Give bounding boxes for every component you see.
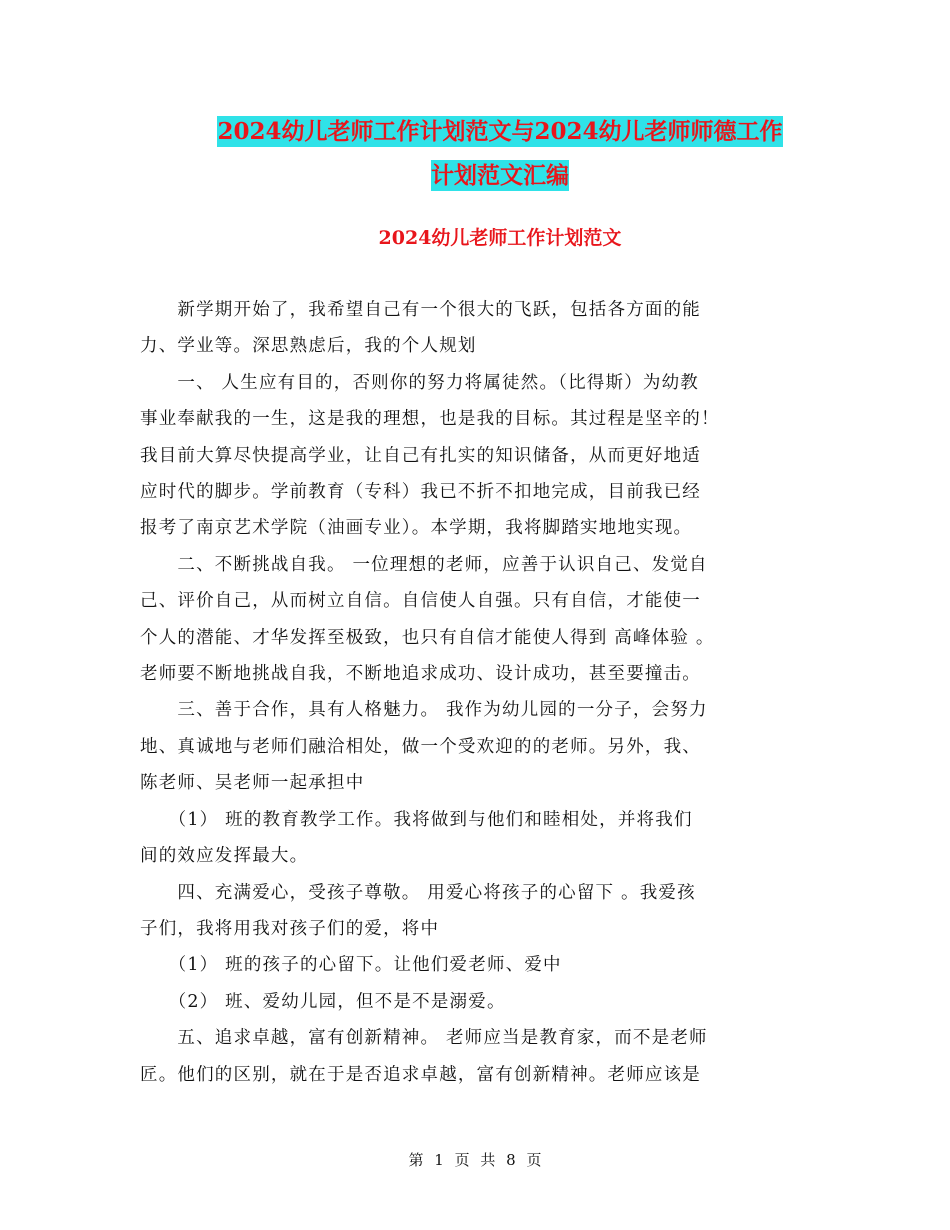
text-line: 五、追求卓越，富有创新精神。 老师应当是教育家，而不是老师 (140, 1028, 708, 1049)
section-title: 2024幼儿老师工作计划范文 (378, 227, 622, 249)
text-line: 子们，我将用我对孩子们的爱，将中 (140, 918, 440, 939)
text-line: 报考了南京艺术学院（油画专业）。本学期，我将脚踏实地地实现。 (140, 518, 693, 539)
text-line: 个人的潜能、才华发挥至极致，也只有自信才能使人得到 高峰体验 。 (140, 627, 715, 648)
text-line: 一、 人生应有目的，否则你的努力将属徒然。（比得斯）为幼教 (140, 372, 700, 393)
text-line: 陈老师、吴老师一起承担中 (140, 773, 365, 794)
text-line: 匠。他们的区别，就在于是否追求卓越，富有创新精神。老师应该是 (140, 1064, 701, 1085)
text-line: 老师要不断地挑战自我，不断地追求成功、设计成功，甚至要撞击。 (140, 664, 701, 685)
text-line: 四、充满爱心，受孩子尊敬。 用爱心将孩子的心留下 。我爱孩 (140, 882, 696, 903)
text-line: 力、学业等。深思熟虑后，我的个人规划 (140, 336, 477, 357)
text-line: 间的效应发挥最大。 (140, 846, 309, 867)
text-line: 地、真诚地与老师们融洽相处，做一个受欢迎的的老师。另外，我、 (140, 736, 701, 757)
text-line: 应时代的脚步。学前教育（专科）我已不折不扣地完成，目前我已经 (140, 482, 701, 503)
text-line: 我目前大算尽快提高学业，让自己有扎实的知识储备，从而更好地适 (140, 445, 701, 466)
text-line: 事业奉献我的一生，这是我的理想，也是我的目标。其过程是坚辛的！ (140, 409, 720, 430)
text-line: （1） 班的教育教学工作。我将做到与他们和睦相处，并将我们 (140, 809, 693, 830)
text-line: 二、不断挑战自我。 一位理想的老师，应善于认识自己、发觉自 (140, 554, 708, 575)
document-title-line-1: 2024幼儿老师工作计划范文与2024幼儿老师师德工作 (217, 118, 783, 145)
text-line: 三、善于合作，具有人格魅力。 我作为幼儿园的一分子，会努力 (140, 700, 708, 721)
text-line: （1） 班的孩子的心留下。让他们爱老师、爱中 (140, 955, 562, 976)
body-text (140, 292, 820, 1093)
text-line: （2） 班、爱幼儿园，但不是不是溺爱。 (140, 991, 506, 1012)
text-line: 己、评价自己，从而树立自信。自信使人自强。只有自信，才能使一 (140, 591, 701, 612)
page-footer: 第 1 页 共 8 页 (408, 1151, 542, 1169)
document-title-line-2: 计划范文汇编 (431, 162, 569, 189)
text-line: 新学期开始了，我希望自己有一个很大的飞跃，包括各方面的能 (140, 300, 701, 320)
